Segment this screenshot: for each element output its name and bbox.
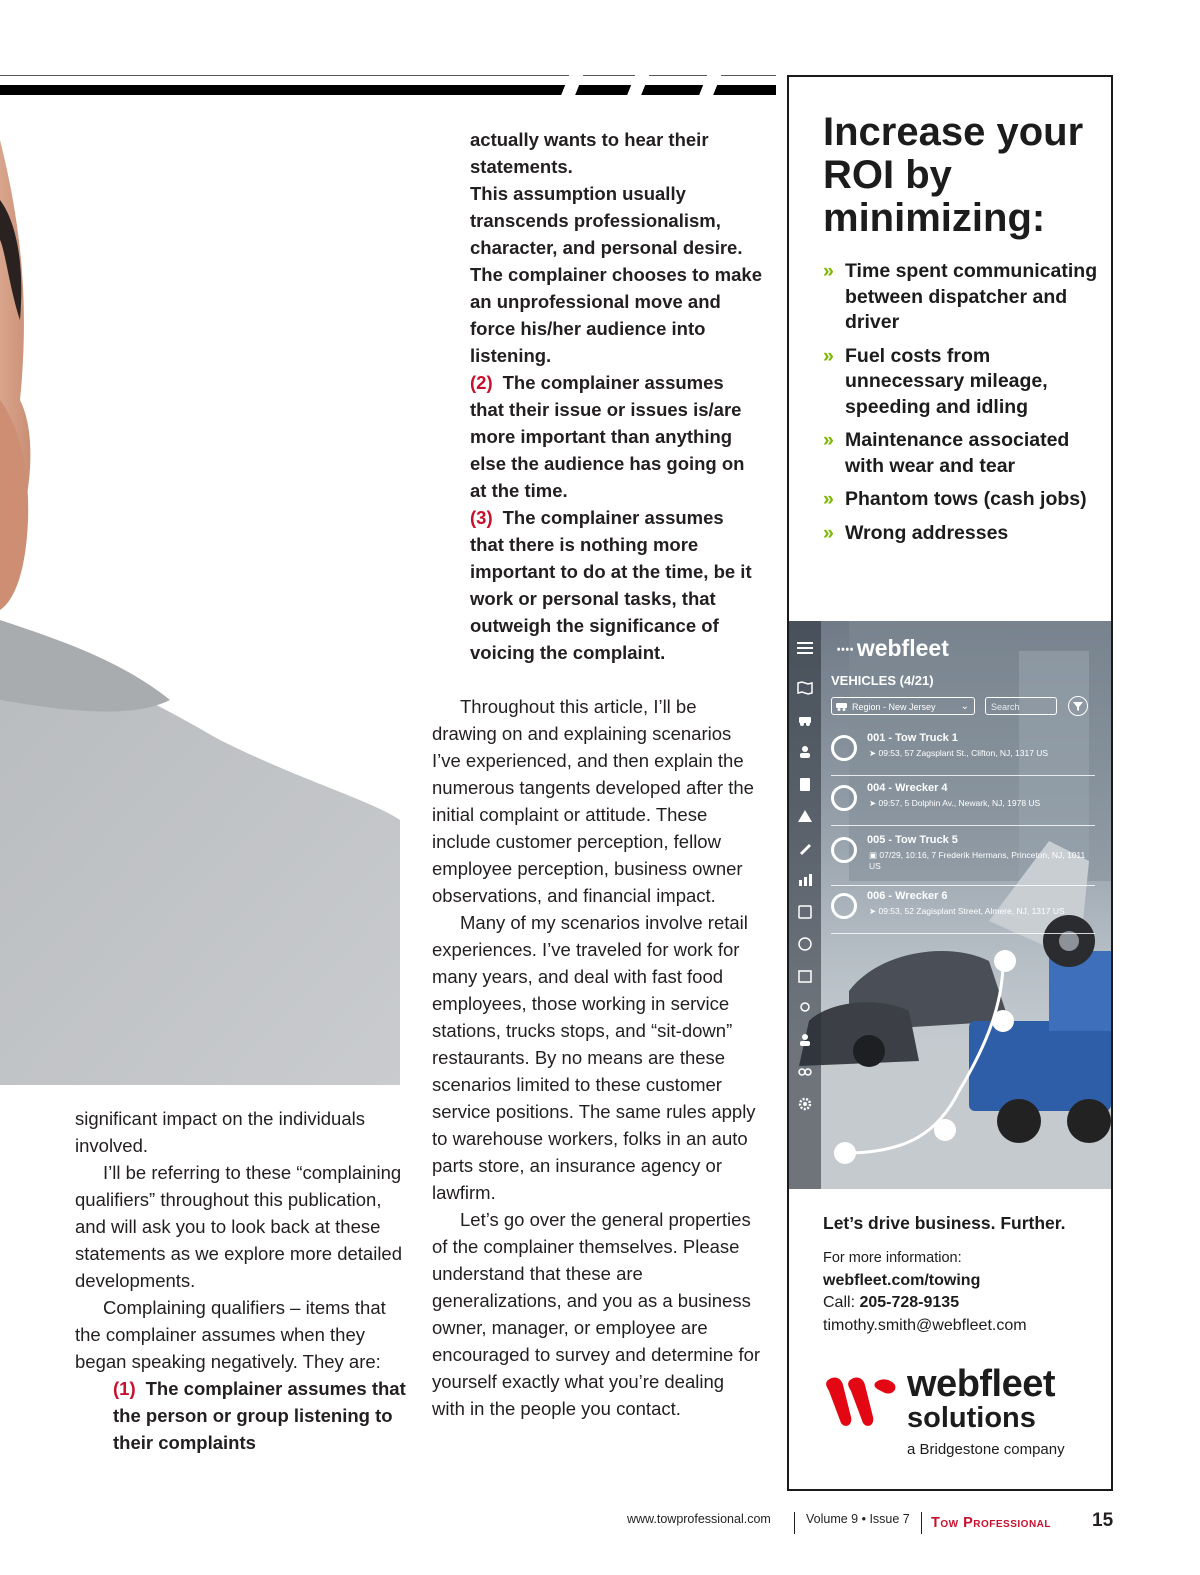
- warning-icon[interactable]: [797, 809, 813, 823]
- filter-funnel-icon: [1069, 697, 1087, 715]
- chevron-down-icon: ⌄: [960, 701, 969, 712]
- vehicle-status-ring: [831, 837, 857, 863]
- map-icon[interactable]: [797, 681, 813, 695]
- vehicle-list-item[interactable]: [831, 779, 1095, 826]
- location-pin-icon[interactable]: [797, 1001, 813, 1015]
- app-screenshot: [789, 621, 1111, 1189]
- region-select-value: Region - New Jersey: [852, 702, 936, 712]
- hamburger-menu-icon[interactable]: [797, 641, 813, 655]
- paragraph: Complaining qualifiers – items that the complainer assumes when they began speaking negatively. They are:: [75, 1297, 386, 1372]
- chevron-right-icon: »: [823, 521, 834, 544]
- gear-icon[interactable]: [797, 1097, 813, 1111]
- ad-bullet: [823, 521, 1103, 547]
- vehicle-address-text: 07/29, 10:16, 7 Frederik Hermans, Princeton, NJ, 1011 US: [869, 850, 1086, 871]
- chevron-right-icon: »: [823, 488, 834, 510]
- chevron-right-icon: »: [823, 429, 834, 451]
- qualifier-list-continued: [432, 126, 762, 666]
- vehicles-title: VEHICLES (4/21): [831, 673, 934, 688]
- item-text: This assumption usually transcends professionalism, character, and personal desire. The complainer chooses to make an unprofessional move and force his/her audience into listening.: [470, 183, 762, 366]
- paragraph: significant impact on the individuals involved.: [75, 1108, 365, 1156]
- item-text: The complainer assumes that their issue or issues is/are more important than anything else the audience has going on at the time.: [470, 372, 745, 501]
- ad-tagline: Let’s drive business. Further.: [823, 1213, 1066, 1233]
- paragraph: I’ll be referring to these “complaining qualifiers” throughout this publication, and will ask you to look back at these statements as we explore more detailed developments.: [75, 1162, 403, 1291]
- logo-line-2: solutions: [907, 1402, 1036, 1434]
- item-number: (3): [470, 507, 493, 528]
- vehicle-address-text: 09:53, 57 Zagsplant St., Clifton, NJ, 1317 US: [878, 748, 1049, 758]
- clock-icon[interactable]: [797, 937, 813, 951]
- vehicle-address: [869, 748, 1095, 759]
- header-thick-rule: [0, 85, 776, 95]
- ad-bullet: [823, 344, 1103, 421]
- ad-bullet-text: Time spent communicating between dispatcher and driver: [845, 260, 1098, 333]
- item-number: (2): [470, 372, 493, 393]
- vehicle-name: 001 - Tow Truck 1: [867, 732, 958, 744]
- parking-icon: ▣: [869, 850, 880, 860]
- webfleet-solutions-logo: [907, 1365, 1065, 1461]
- vehicle-icon[interactable]: [797, 713, 813, 727]
- paragraph: Let’s go over the general properties of the complainer themselves. Please understand that these are generalizations, and you as a business owner, manager, or employee are encouraged to survey and determine for yourself exactly what you’re dealing with in the people you contact.: [432, 1209, 761, 1419]
- logo-line-3: a Bridgestone company: [907, 1441, 1065, 1458]
- qualifier-item-3: [470, 504, 762, 666]
- footer-volume: Volume 9 • Issue 7: [806, 1512, 910, 1526]
- vehicle-address: [869, 798, 1095, 809]
- filter-icon[interactable]: [1068, 696, 1088, 716]
- chevron-right-icon: »: [823, 344, 834, 367]
- navigation-arrow-icon: ➤: [869, 748, 879, 758]
- navigation-arrow-icon: ➤: [869, 906, 879, 916]
- ad-bullet: [823, 428, 1103, 479]
- article-column-2: [432, 126, 762, 1422]
- qualifier-item-2: [470, 369, 762, 504]
- bar-chart-icon[interactable]: [797, 873, 813, 887]
- man-portrait-image: [0, 100, 400, 1085]
- paragraph: Throughout this article, I’ll be drawing on and explaining scenarios I’ve experienced, and then explain the numerous tangents developed after the initial complaint or attitude. These include customer perception, fellow employee perception, business owner observations, and financial impact.: [432, 696, 754, 906]
- navigation-arrow-icon: ➤: [869, 798, 879, 808]
- item-text: actually wants to hear their statements.: [470, 129, 709, 177]
- vehicle-status-ring: [831, 735, 857, 761]
- item-number: (1): [113, 1378, 136, 1399]
- item-text: The complainer assumes that there is nothing more important to do at the time, be it work or personal tasks, that outweigh the significance of voicing the complaint.: [470, 507, 752, 663]
- vehicle-list-item[interactable]: [831, 887, 1095, 934]
- link-icon[interactable]: [797, 1065, 813, 1079]
- app-sidebar: [789, 621, 821, 1189]
- search-input[interactable]: Search: [985, 697, 1057, 715]
- vehicle-name: 004 - Wrecker 4: [867, 782, 948, 794]
- header-thin-rule: [0, 75, 776, 76]
- ad-bullet-list: [823, 259, 1103, 554]
- ad-contact-info: [823, 1247, 1027, 1337]
- wrench-icon[interactable]: [797, 841, 813, 855]
- paragraph: Many of my scenarios involve retail experiences. I’ve traveled for work for many years, and deal with fast food employees, those working in service stations, trucks stops, and “sit-down” restaurants. By no means are these scenarios limited to these customer service positions. The same rules apply to warehouse workers, folks in an auto parts store, an insurance agency or lawfirm.: [432, 912, 756, 1203]
- vehicle-status-ring: [831, 893, 857, 919]
- article-column-1: [75, 1105, 410, 1456]
- qualifier-item-1: [75, 1375, 410, 1456]
- article-photo: [0, 100, 400, 1085]
- webfleet-mark-icon: ᠁: [833, 641, 853, 660]
- clipboard-icon[interactable]: [797, 777, 813, 791]
- vehicle-name: 005 - Tow Truck 5: [867, 834, 958, 846]
- footer-website: www.towprofessional.com: [627, 1512, 771, 1526]
- phone-line: [823, 1292, 1027, 1315]
- page-number: 15: [1092, 1510, 1114, 1531]
- user-icon[interactable]: [797, 1033, 813, 1047]
- header-slash: [623, 60, 656, 106]
- ad-bullet: [823, 259, 1103, 336]
- website-link[interactable]: webfleet.com/towing: [823, 1271, 981, 1289]
- vehicle-name: 006 - Wrecker 6: [867, 890, 948, 902]
- vehicle-address: [869, 850, 1095, 872]
- footer-magazine-name: Tow Professional: [931, 1515, 1052, 1531]
- vehicle-icon: [836, 702, 847, 711]
- vehicle-list-item[interactable]: [831, 729, 1095, 776]
- ad-bullet-text: Wrong addresses: [845, 521, 1009, 544]
- item-text: The complainer assumes that the person or group listening to their complaints: [113, 1378, 406, 1453]
- calendar-icon[interactable]: [797, 969, 813, 983]
- vehicle-list-item[interactable]: [831, 831, 1095, 886]
- vehicle-address-text: 09:57, 5 Dolphin Av., Newark, NJ, 1978 US: [878, 798, 1041, 808]
- call-label: Call:: [823, 1294, 860, 1311]
- webfleet-advertisement: [787, 75, 1113, 1491]
- vehicle-address: [869, 906, 1095, 917]
- webfleet-logo-icon: [825, 1373, 897, 1429]
- ad-bullet-text: Phantom tows (cash jobs): [845, 488, 1087, 510]
- info-label: For more information:: [823, 1250, 962, 1266]
- ad-headline: Increase your ROI by minimizing:: [823, 110, 1084, 240]
- ad-bullet-text: Fuel costs from unnecessary mileage, speeding and idling: [845, 344, 1048, 418]
- header-slash: [557, 60, 590, 106]
- ad-bullet-text: Maintenance associated with wear and tear: [845, 429, 1070, 477]
- driver-icon[interactable]: [797, 745, 813, 759]
- email-link[interactable]: timothy.smith@webfleet.com: [823, 1316, 1027, 1334]
- vehicle-address-text: 09:53, 52 Zagisplant Street, Almere, NJ, 1317 US: [878, 906, 1065, 916]
- chevron-right-icon: »: [823, 260, 834, 282]
- header-slash: [695, 60, 728, 106]
- vehicle-status-ring: [831, 785, 857, 811]
- footer-divider: [921, 1512, 922, 1534]
- app-brand-name: webfleet: [856, 635, 949, 661]
- ad-bullet: [823, 487, 1103, 513]
- report-icon[interactable]: [797, 905, 813, 919]
- webfleet-app-logo: [833, 631, 949, 662]
- logo-line-1: webfleet: [907, 1363, 1056, 1405]
- footer-divider: [794, 1512, 795, 1534]
- region-select[interactable]: [831, 697, 975, 715]
- phone-number[interactable]: 205-728-9135: [859, 1294, 960, 1311]
